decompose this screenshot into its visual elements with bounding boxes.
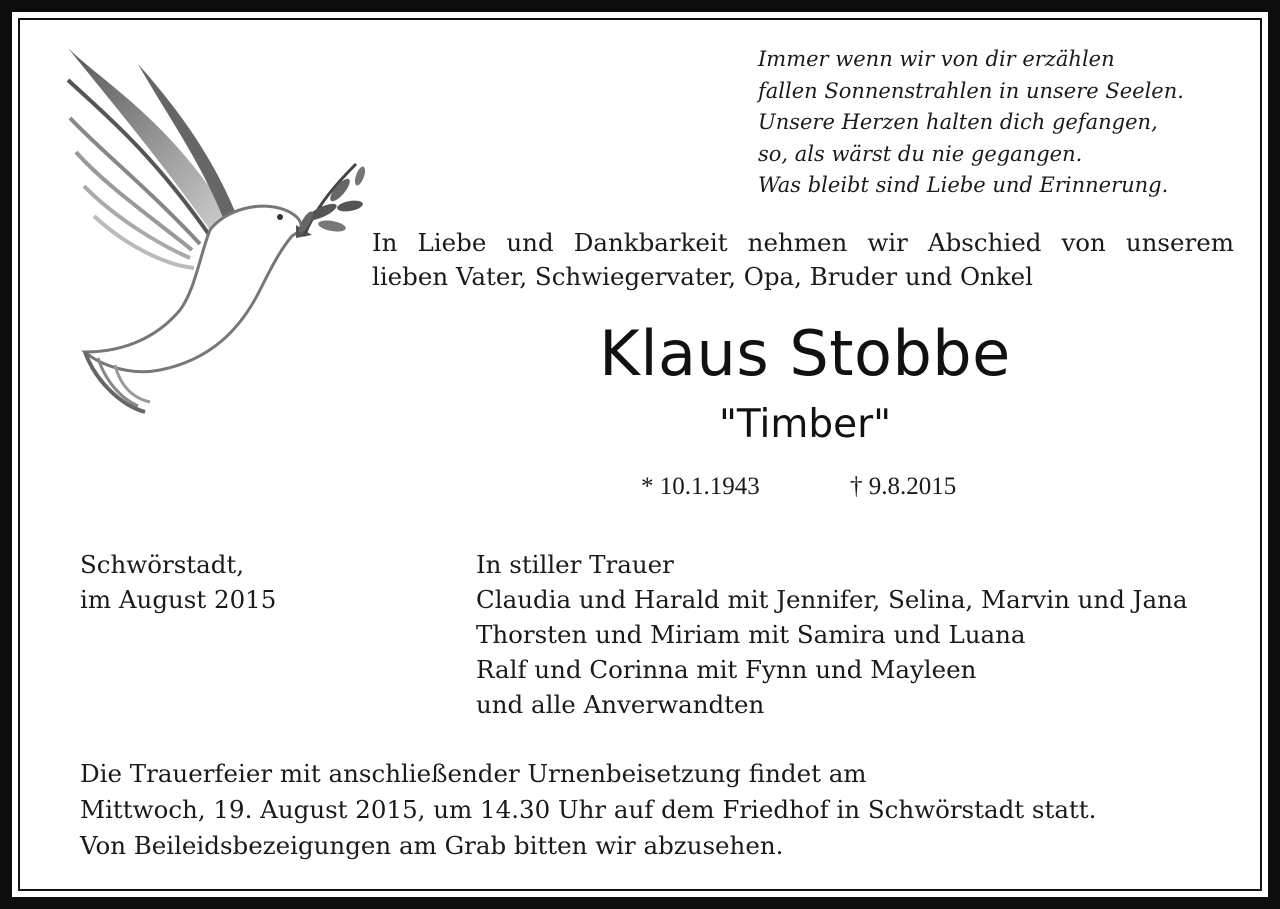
date-line: im August 2015 — [80, 585, 277, 614]
intro-word: In — [372, 228, 398, 257]
memorial-poem — [758, 44, 1238, 202]
deceased-nickname: "Timber" — [718, 402, 892, 447]
poem-line: so, als wärst du nie gegangen. — [758, 141, 1083, 166]
intro-line-2: lieben Vater, Schwiegervater, Opa, Bruder und Onkel — [372, 262, 1033, 291]
intro-word: von — [1061, 228, 1106, 257]
intro-word: Liebe — [417, 228, 487, 257]
intro-line-1 — [372, 226, 1234, 260]
farewell-intro — [372, 226, 1234, 294]
footer-line: Von Beileidsbezeigungen am Grab bitten wir abzusehen. — [80, 831, 784, 860]
poem-line: Unsere Herzen halten dich gefangen, — [758, 110, 1158, 134]
intro-word: und — [506, 228, 554, 257]
mourner-line: und alle Anverwandten — [476, 690, 765, 719]
intro-word: Abschied — [927, 228, 1042, 257]
place-and-date — [80, 547, 276, 617]
intro-word: unserem — [1125, 228, 1234, 257]
footer-line: Die Trauerfeier mit anschließender Urnenbeisetzung findet am — [80, 759, 867, 788]
poem-line: Immer wenn wir von dir erzählen — [758, 47, 1115, 71]
intro-word: Dankbarkeit — [573, 228, 728, 257]
intro-word: nehmen — [747, 228, 848, 257]
funeral-announcement — [80, 756, 1096, 864]
dove-with-olive-branch-icon — [60, 40, 370, 420]
mourning-heading: In stiller Trauer — [476, 550, 674, 579]
intro-word: wir — [867, 228, 908, 257]
poem-line: Was bleibt sind Liebe und Erinnerung. — [758, 173, 1169, 197]
death-date: † 9.8.2015 — [850, 473, 957, 500]
mourner-line: Ralf und Corinna mit Fynn und Mayleen — [476, 655, 977, 684]
mourner-line: Thorsten und Miriam mit Samira und Luana — [476, 620, 1026, 649]
place-line: Schwörstadt, — [80, 550, 245, 579]
footer-line: Mittwoch, 19. August 2015, um 14.30 Uhr auf dem Friedhof in Schwörstadt statt. — [80, 795, 1097, 824]
mourners-list — [476, 547, 1188, 722]
deceased-name: Klaus Stobbe — [599, 317, 1011, 390]
mourner-line: Claudia und Harald mit Jennifer, Selina, Marvin und Jana — [476, 585, 1188, 614]
poem-line: fallen Sonnenstrahlen in unsere Seelen. — [758, 78, 1184, 103]
birth-date: * 10.1.1943 — [641, 473, 760, 500]
